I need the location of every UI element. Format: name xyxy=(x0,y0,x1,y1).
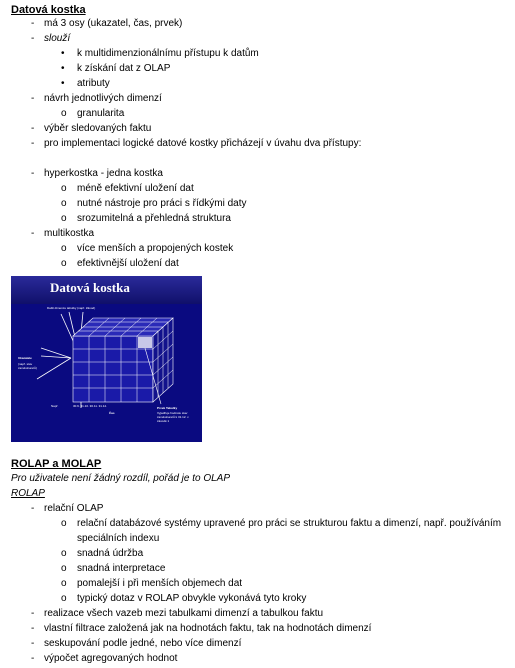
list-marker: o xyxy=(61,258,67,269)
list-marker: o xyxy=(61,578,67,589)
list-marker: o xyxy=(61,593,67,604)
list-item: realizace všech vazeb mezi tabulkami dimenzí a tabulkou faktu xyxy=(44,608,324,619)
list-item: snadná interpretace xyxy=(77,563,166,574)
subheading-rolap: ROLAP xyxy=(11,488,45,499)
list-marker: • xyxy=(61,63,65,74)
list-item: speciálních indexu xyxy=(77,533,160,544)
list-item: relační OLAP xyxy=(44,503,104,514)
slide-title: Datová kostka xyxy=(50,280,130,295)
list-item: méně efektivní uložení dat xyxy=(77,183,194,194)
list-marker: • xyxy=(61,78,65,89)
list-marker: • xyxy=(61,48,65,59)
axis-left-sub: (např. stav zaměstnanců) xyxy=(18,362,37,370)
list-marker: - xyxy=(31,623,35,634)
list-item: relační databázové systémy upravené pro práci se strukturou faktu a dimenzí, např. používáním xyxy=(77,518,502,529)
slide-image xyxy=(11,276,202,442)
list-item: výpočet agregovaných hodnot xyxy=(44,653,178,664)
axis-top-label: Další dimenze tabulky (např. Závod) xyxy=(47,306,96,310)
list-item: k získání dat z OLAP xyxy=(77,63,171,74)
list-marker: - xyxy=(31,93,35,104)
note-text: Vyjadřuje hodnotu stav zaměstnanců k 31.12. v závodě 1 xyxy=(157,411,189,423)
list-marker: - xyxy=(31,653,35,664)
axis-bottom-label: Např. xyxy=(51,404,59,408)
list-item: k multidimenzionálnímu přístupu k datům xyxy=(77,48,259,59)
list-marker: - xyxy=(31,503,35,514)
list-marker: o xyxy=(61,108,67,119)
list-marker: - xyxy=(31,33,35,44)
list-item: pro implementaci logické datové kostky přicházejí v úvahu dva přístupy: xyxy=(44,138,362,149)
list-marker: o xyxy=(61,198,67,209)
list-item: srozumitelná a přehledná struktura xyxy=(77,213,231,224)
list-item: má 3 osy (ukazatel, čas, prvek) xyxy=(44,18,183,29)
list-item: slouží xyxy=(44,33,71,44)
heading-datova-kostka: Datová kostka xyxy=(11,4,86,16)
heading-rolap-molap: ROLAP a MOLAP xyxy=(11,458,102,470)
subtitle: Pro uživatele není žádný rozdíl, pořád je to OLAP xyxy=(11,473,231,484)
list-marker: - xyxy=(31,608,35,619)
axis-left-label: Ukazatele xyxy=(18,356,32,360)
list-marker: - xyxy=(31,18,35,29)
list-marker: - xyxy=(31,123,35,134)
list-item: hyperkostka - jedna kostka xyxy=(44,168,163,179)
list-item: nutné nástroje pro práci s řídkými daty xyxy=(77,198,247,209)
list-marker: o xyxy=(61,563,67,574)
list-item: seskupování podle jedné, nebo více dimenzí xyxy=(44,638,242,649)
list-item: návrh jednotlivých dimenzí xyxy=(44,93,162,104)
highlighted-cell xyxy=(138,337,152,348)
list-marker: o xyxy=(61,518,67,529)
list-item: atributy xyxy=(77,78,110,89)
list-marker: o xyxy=(61,183,67,194)
note-title: Prvek Tabulky xyxy=(157,406,178,410)
list-marker: o xyxy=(61,548,67,559)
axis-bottom-title: Čas xyxy=(109,411,115,415)
list-item: efektivnější uložení dat xyxy=(77,258,179,269)
list-item: vlastní filtrace založená jak na hodnotách faktu, tak na hodnotách dimenzí xyxy=(44,623,372,634)
list-item: snadná údržba xyxy=(77,548,144,559)
list-marker: - xyxy=(31,138,35,149)
list-marker: - xyxy=(31,168,35,179)
list-item: pomalejší i při menších objemech dat xyxy=(77,578,243,589)
list-marker: o xyxy=(61,213,67,224)
list-item: výběr sledovaných faktu xyxy=(44,123,152,134)
list-item: granularita xyxy=(77,108,125,119)
list-item: více menších a propojených kostek xyxy=(77,243,234,254)
axis-bottom-ticks: 30.9. 31.10. 30.11. 31.12. xyxy=(73,404,107,408)
list-marker: o xyxy=(61,243,67,254)
list-item: multikostka xyxy=(44,228,95,239)
list-marker: - xyxy=(31,638,35,649)
list-item: typický dotaz v ROLAP obvykle vykonává tyto kroky xyxy=(77,593,307,604)
list-marker: - xyxy=(31,228,35,239)
